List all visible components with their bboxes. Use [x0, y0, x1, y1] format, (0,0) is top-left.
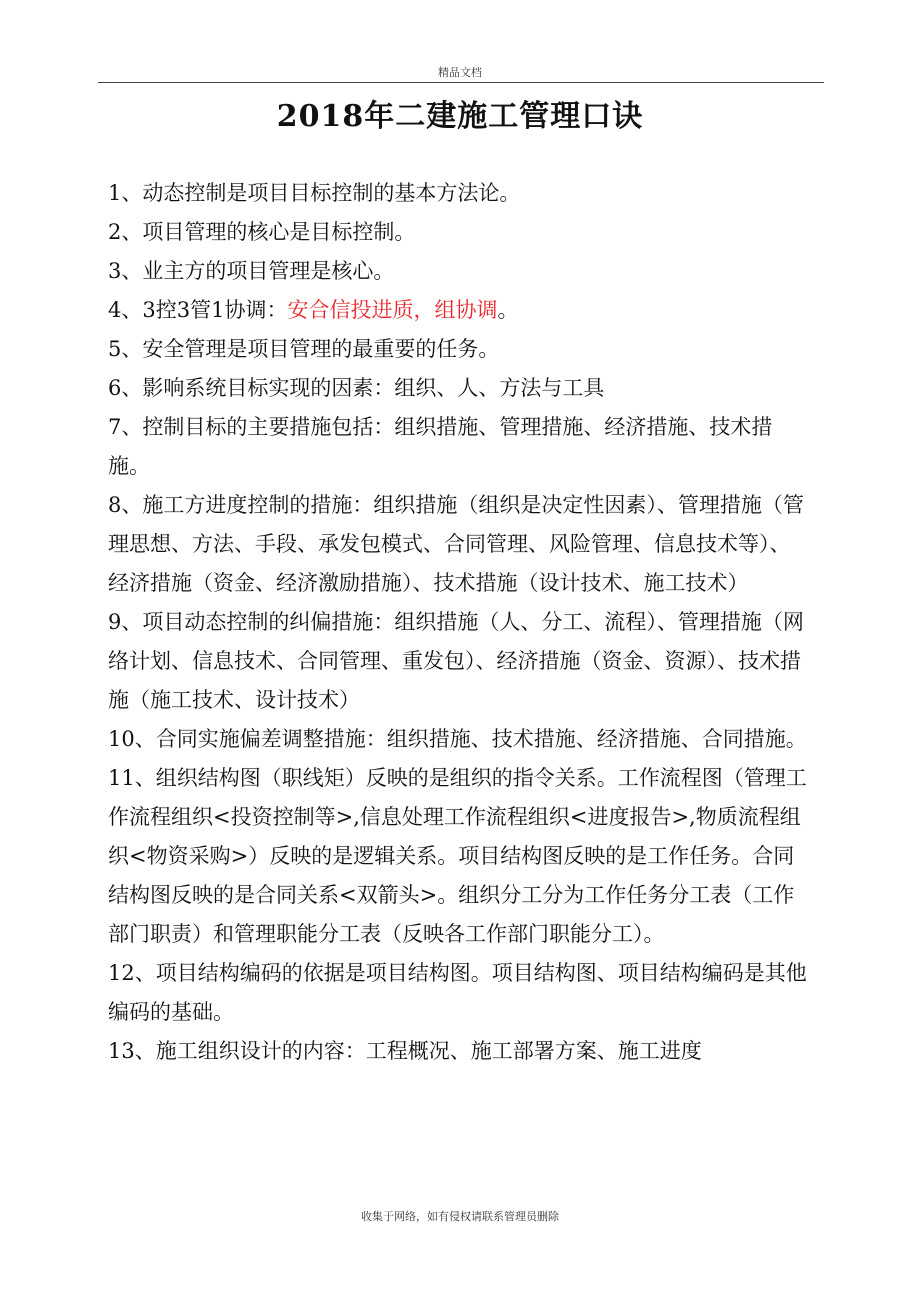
paragraph-9: 9、项目动态控制的纠偏措施：组织措施（人、分工、流程）、管理措施（网络计划、信息技术、合同管理、重发包）、经济措施（资金、资源）、技术措施（施工技术、设计技术）: [108, 610, 804, 712]
paragraph-5: 5、安全管理是项目管理的最重要的任务。: [108, 337, 500, 361]
paragraph-6: 6、影响系统目标实现的因素：组织、人、方法与工具: [108, 376, 605, 400]
page-header: 精品文档: [438, 66, 482, 79]
document-body: [108, 174, 808, 1071]
paragraph-4-prefix: 4、3控3管1协调：: [108, 298, 288, 322]
header-divider: [98, 82, 824, 83]
paragraph-13: 13、施工组织设计的内容：工程概况、施工部署方案、施工进度: [108, 1039, 702, 1063]
highlight-text: 安合信投进质，组协调: [287, 298, 498, 322]
paragraph-4-suffix: 。: [497, 298, 519, 322]
paragraph-1: 1、动态控制是项目目标控制的基本方法论。: [108, 181, 521, 205]
paragraph-7: 7、控制目标的主要措施包括：组织措施、管理措施、经济措施、技术措施。: [108, 415, 773, 478]
page-title: 2018年二建施工管理口诀: [276, 99, 644, 134]
paragraph-8: 8、施工方进度控制的措施：组织措施（组织是决定性因素）、管理措施（管理思想、方法、手段、承发包模式、合同管理、风险管理、信息技术等）、经济措施（资金、经济激励措施）、技术措施（设计技术、施工技术）: [108, 493, 804, 595]
paragraph-3: 3、业主方的项目管理是核心。: [108, 259, 395, 283]
paragraph-2: 2、项目管理的核心是目标控制。: [108, 220, 416, 244]
paragraph-11: 11、组织结构图（职线矩）反映的是组织的指令关系。工作流程图（管理工作流程组织<投资控制等>,信息处理工作流程组织<进度报告>,物质流程组织<物资采购>）反映的是逻辑关系。项目结构图反映的是工作任务。合同结构图反映的是合同关系<双箭头>。组织分工分为工作任务分工表（工作部门职责）和管理职能分工表（反映各工作部门职能分工）。: [108, 766, 807, 946]
page-footer: 收集于网络，如有侵权请联系管理员删除: [361, 1210, 559, 1223]
paragraph-4: [108, 291, 808, 330]
paragraph-12: 12、项目结构编码的依据是项目结构图。项目结构图、项目结构编码是其他编码的基础。: [108, 961, 807, 1024]
paragraph-10: 10、合同实施偏差调整措施：组织措施、技术措施、经济措施、合同措施。: [108, 727, 807, 751]
